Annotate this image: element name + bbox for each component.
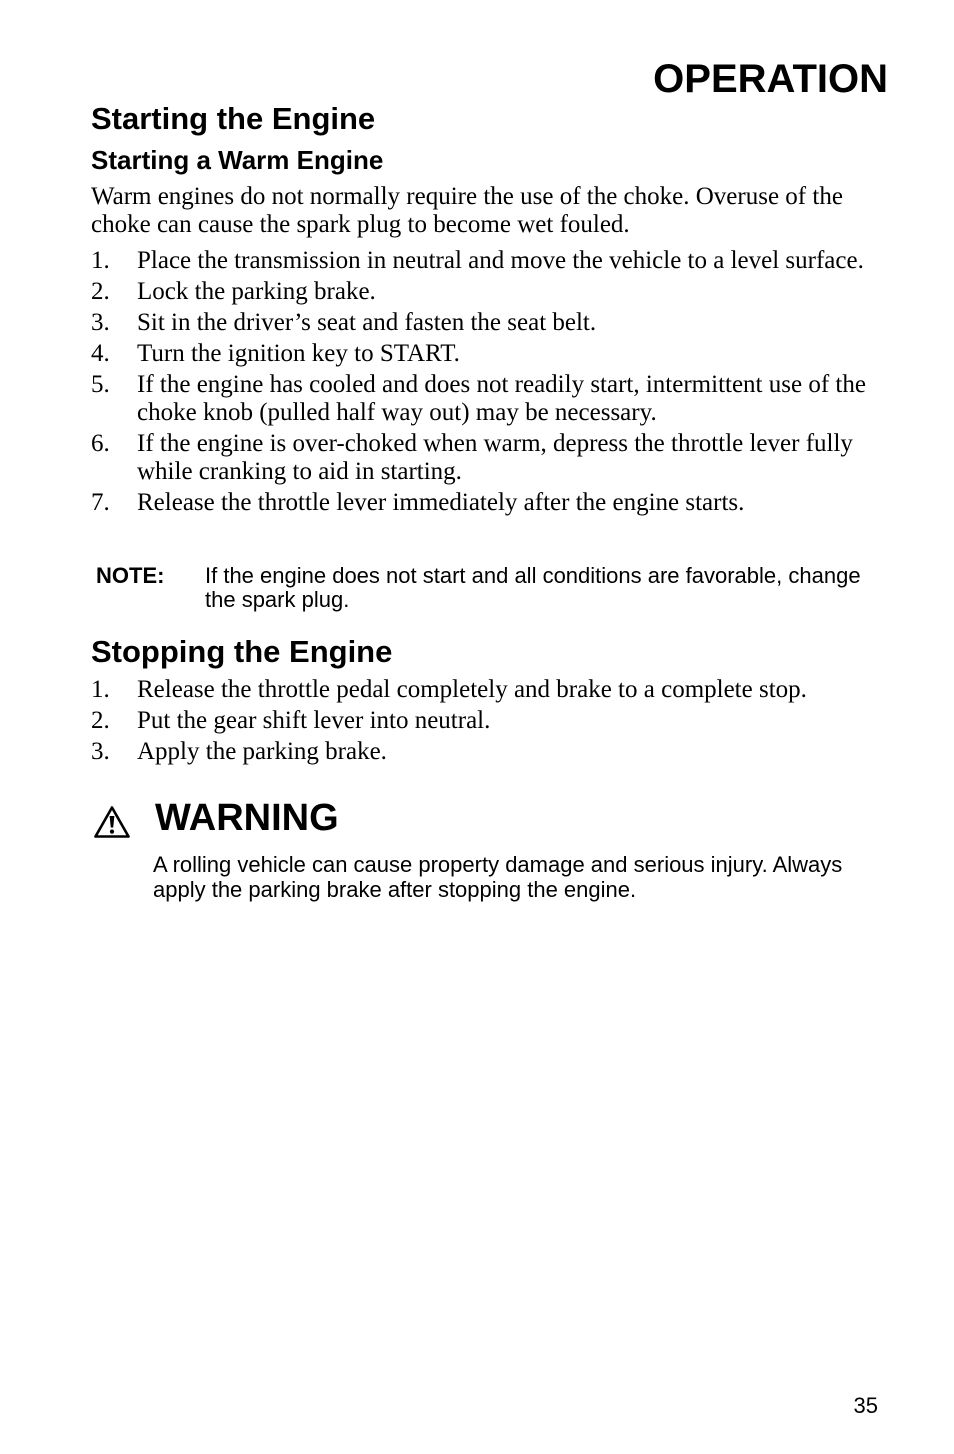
list-item [91,707,891,735]
list-item [91,340,891,368]
list-item [91,676,891,704]
warning-text: A rolling vehicle can cause property damage and serious injury. Always apply the parking brake after stopping the engine. [153,852,843,902]
step-text: Sit in the driver’s seat and fasten the seat belt. [137,309,597,336]
list-item [91,247,891,275]
step-number: 3. [91,309,110,336]
starting-warm-engine-subheading: Starting a Warm Engine [91,145,384,175]
step-text: Put the gear shift lever into neutral. [137,707,491,734]
warning-title: WARNING [155,797,339,839]
step-text: Release the throttle lever immediately after the engine starts. [137,489,745,516]
list-item [91,489,891,517]
step-text: If the engine is over-choked when warm, depress the throttle lever fully while cranking to aid in starting. [137,430,853,485]
step-text: Lock the parking brake. [137,278,376,305]
page-number: 35 [853,1393,878,1418]
step-number: 6. [91,430,110,457]
step-text: Place the transmission in neutral and move the vehicle to a level surface. [137,247,864,274]
note-block [96,564,886,612]
step-number: 7. [91,489,110,516]
list-item [91,430,891,486]
step-number: 2. [91,278,110,305]
step-number: 1. [91,676,110,703]
note-label: NOTE: [96,563,165,588]
step-text: Turn the ignition key to START. [137,340,460,367]
list-item [91,738,891,766]
starting-steps-list [91,247,891,520]
step-text: If the engine has cooled and does not readily start, intermittent use of the choke knob (pulled half way out) may be necessary. [137,371,866,426]
step-text: Apply the parking brake. [137,738,387,765]
step-number: 2. [91,707,110,734]
step-number: 1. [91,247,110,274]
warning-triangle-icon [94,806,130,838]
step-number: 3. [91,738,110,765]
list-item [91,278,891,306]
stopping-engine-heading: Stopping the Engine [91,634,393,669]
list-item [91,309,891,337]
starting-engine-heading: Starting the Engine [91,101,376,136]
step-text: Release the throttle pedal completely and brake to a complete stop. [137,676,807,703]
step-number: 4. [91,340,110,367]
list-item [91,371,891,427]
starting-intro-paragraph: Warm engines do not normally require the use of the choke. Overuse of the choke can cause the spark plug to become wet fouled. [91,183,843,238]
step-number: 5. [91,371,110,398]
note-text: If the engine does not start and all conditions are favorable, change the spark plug. [205,563,861,612]
stopping-steps-list [91,676,891,769]
section-header: OPERATION [653,57,888,101]
